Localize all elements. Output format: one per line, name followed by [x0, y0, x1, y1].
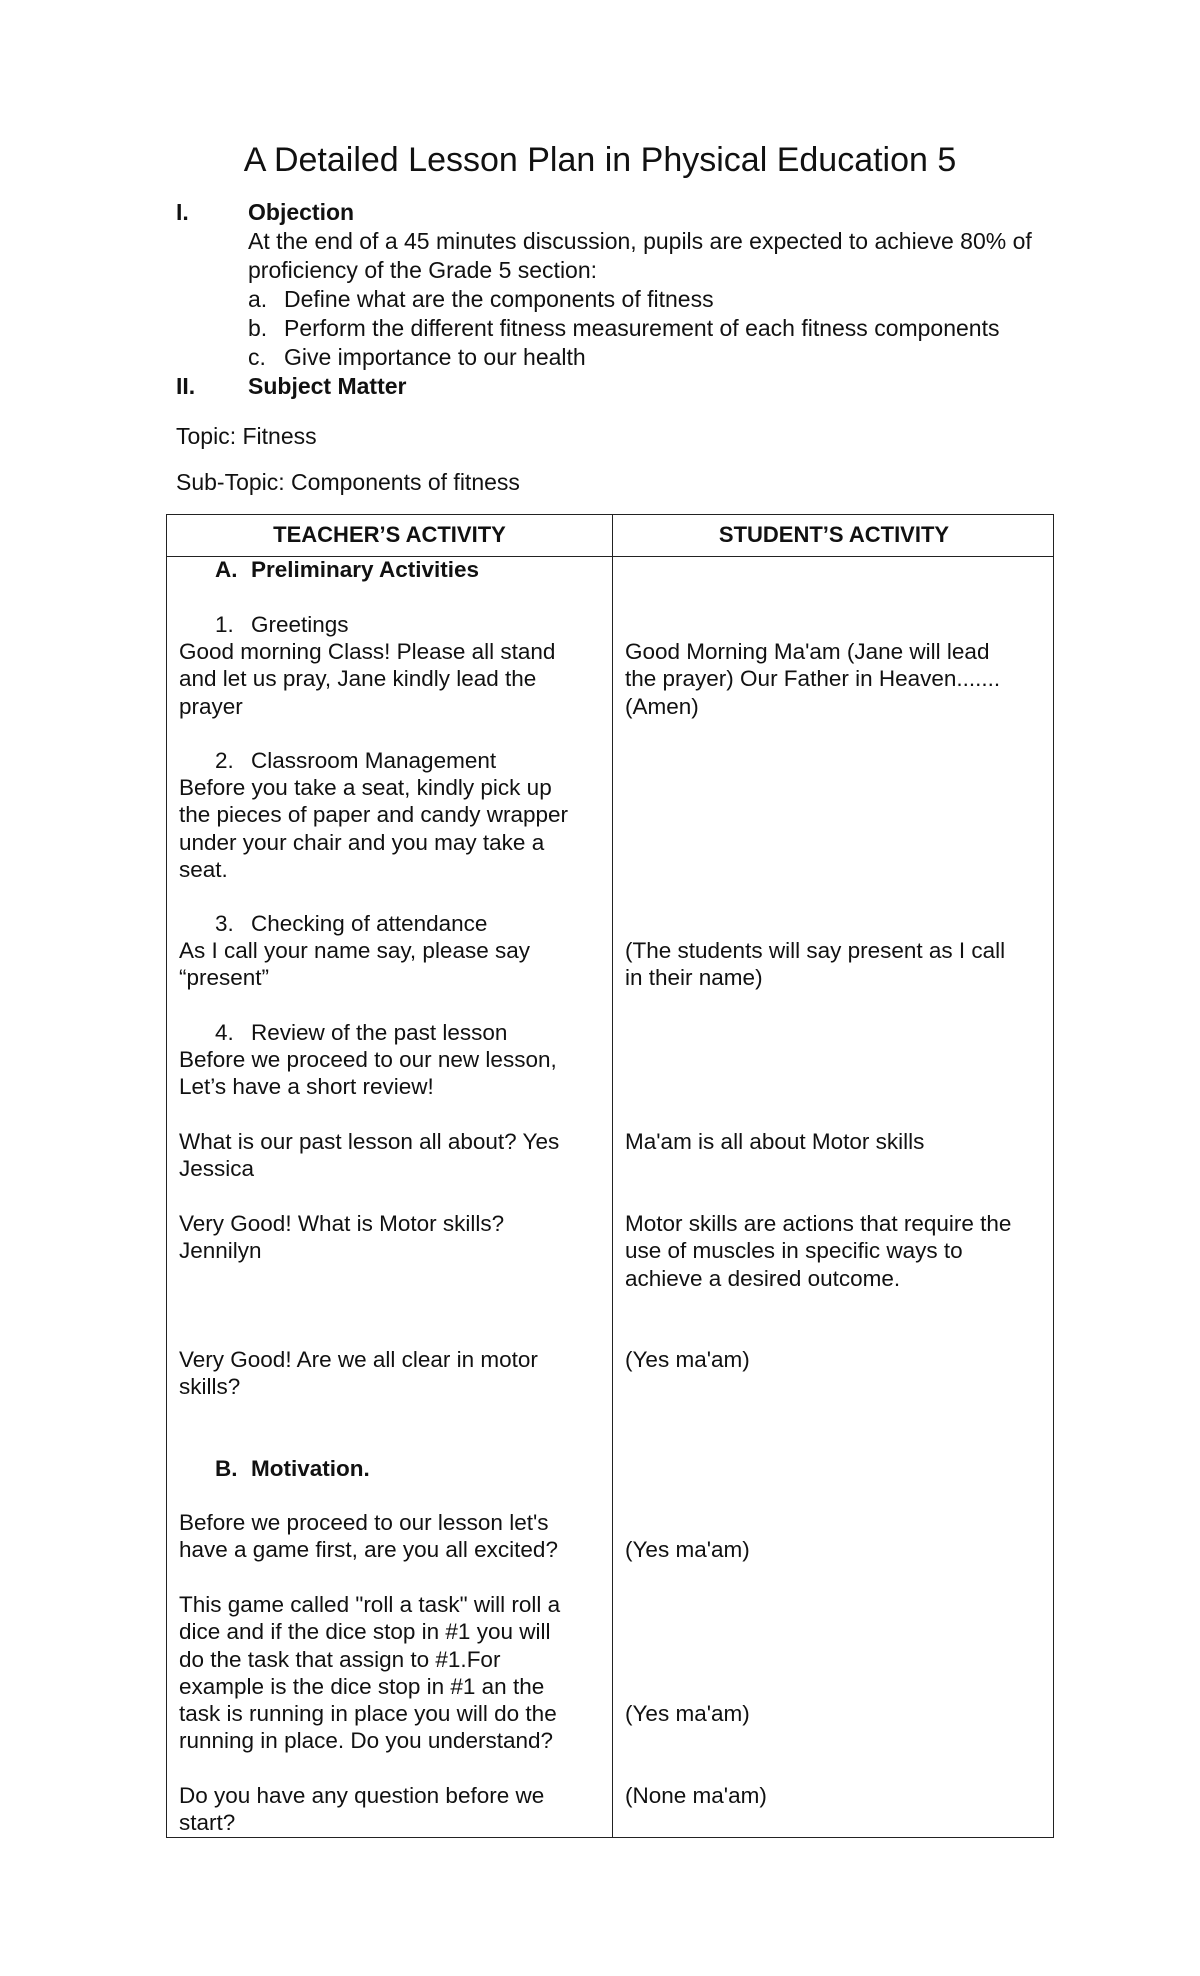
- student-response: Ma'am is all about Motor skills: [625, 1129, 925, 1154]
- student-response: (Yes ma'am): [625, 1701, 750, 1726]
- objective-text: Perform the different fitness measurement of each fitness components: [284, 315, 1000, 341]
- student-response: (Yes ma'am): [625, 1347, 750, 1372]
- activity-table: [166, 514, 1054, 1838]
- objective-item: [248, 314, 1076, 343]
- section-heading: Objection: [248, 199, 355, 225]
- intro-line: proficiency of the Grade 5 section:: [248, 257, 598, 283]
- student-response: Motor skills are actions that require the use of muscles in specific ways to achieve a desired outcome.: [625, 1211, 1012, 1291]
- student-response: (Yes ma'am): [625, 1537, 750, 1562]
- teacher-text: Before we proceed to our new lesson, Let’s have a short review!: [179, 1047, 557, 1100]
- objection-intro: [248, 227, 1076, 285]
- teacher-question: Very Good! What is Motor skills? Jennilyn: [179, 1211, 505, 1264]
- document-title: A Detailed Lesson Plan in Physical Education 5: [243, 141, 957, 179]
- teacher-text: Good morning Class! Please all stand and let us pray, Jane kindly lead the prayer: [179, 639, 556, 719]
- topic-line: Topic: Fitness: [176, 423, 317, 449]
- step-title: 1. Greetings: [215, 612, 349, 637]
- student-response: (The students will say present as I call in their name): [625, 938, 1006, 991]
- section-b-heading: B. Motivation.: [215, 1456, 370, 1481]
- teacher-activity-header: TEACHER’S ACTIVITY: [273, 522, 506, 547]
- column-divider: [612, 515, 613, 1837]
- teacher-question: What is our past lesson all about? Yes Jessica: [179, 1129, 560, 1182]
- step-title: 4. Review of the past lesson: [215, 1020, 508, 1045]
- teacher-text: This game called "roll a task" will roll a dice and if the dice stop in #1 you will do the task that assign to #1.For example is the dice stop in #1 an the task is running in place you will do the running in place. Do you understand?: [179, 1592, 561, 1754]
- objective-letter: b.: [248, 315, 268, 341]
- objective-letter: c.: [248, 344, 266, 370]
- objection-section: [176, 198, 1076, 401]
- teacher-question: Very Good! Are we all clear in motor skills?: [179, 1347, 538, 1400]
- subtopic-line: Sub-Topic: Components of fitness: [176, 469, 520, 495]
- section-numeral: II.: [176, 373, 196, 399]
- student-activity-header: STUDENT’S ACTIVITY: [718, 522, 950, 547]
- objective-letter: a.: [248, 286, 268, 312]
- intro-line: At the end of a 45 minutes discussion, pupils are expected to achieve 80% of: [248, 228, 1032, 254]
- student-response: Good Morning Ma'am (Jane will lead the prayer) Our Father in Heaven....... (Amen): [625, 639, 1001, 719]
- step-title: 3. Checking of attendance: [215, 911, 488, 936]
- teacher-text: Before you take a seat, kindly pick up the pieces of paper and candy wrapper under your chair and you may take a seat.: [179, 775, 569, 882]
- objective-item: [248, 343, 1076, 372]
- objective-item: [248, 285, 1076, 314]
- teacher-text: Before we proceed to our lesson let's have a game first, are you all excited?: [179, 1510, 558, 1563]
- objective-text: Give importance to our health: [284, 344, 586, 370]
- student-response: (None ma'am): [625, 1783, 767, 1808]
- step-title: 2. Classroom Management: [215, 748, 497, 773]
- section-numeral: I.: [176, 199, 189, 225]
- section-a-heading: A. Preliminary Activities: [215, 557, 480, 582]
- teacher-question: Do you have any question before we start?: [179, 1783, 545, 1836]
- teacher-text: As I call your name say, please say “present”: [179, 938, 530, 991]
- objective-text: Define what are the components of fitness: [284, 286, 714, 312]
- section-heading: Subject Matter: [248, 373, 407, 399]
